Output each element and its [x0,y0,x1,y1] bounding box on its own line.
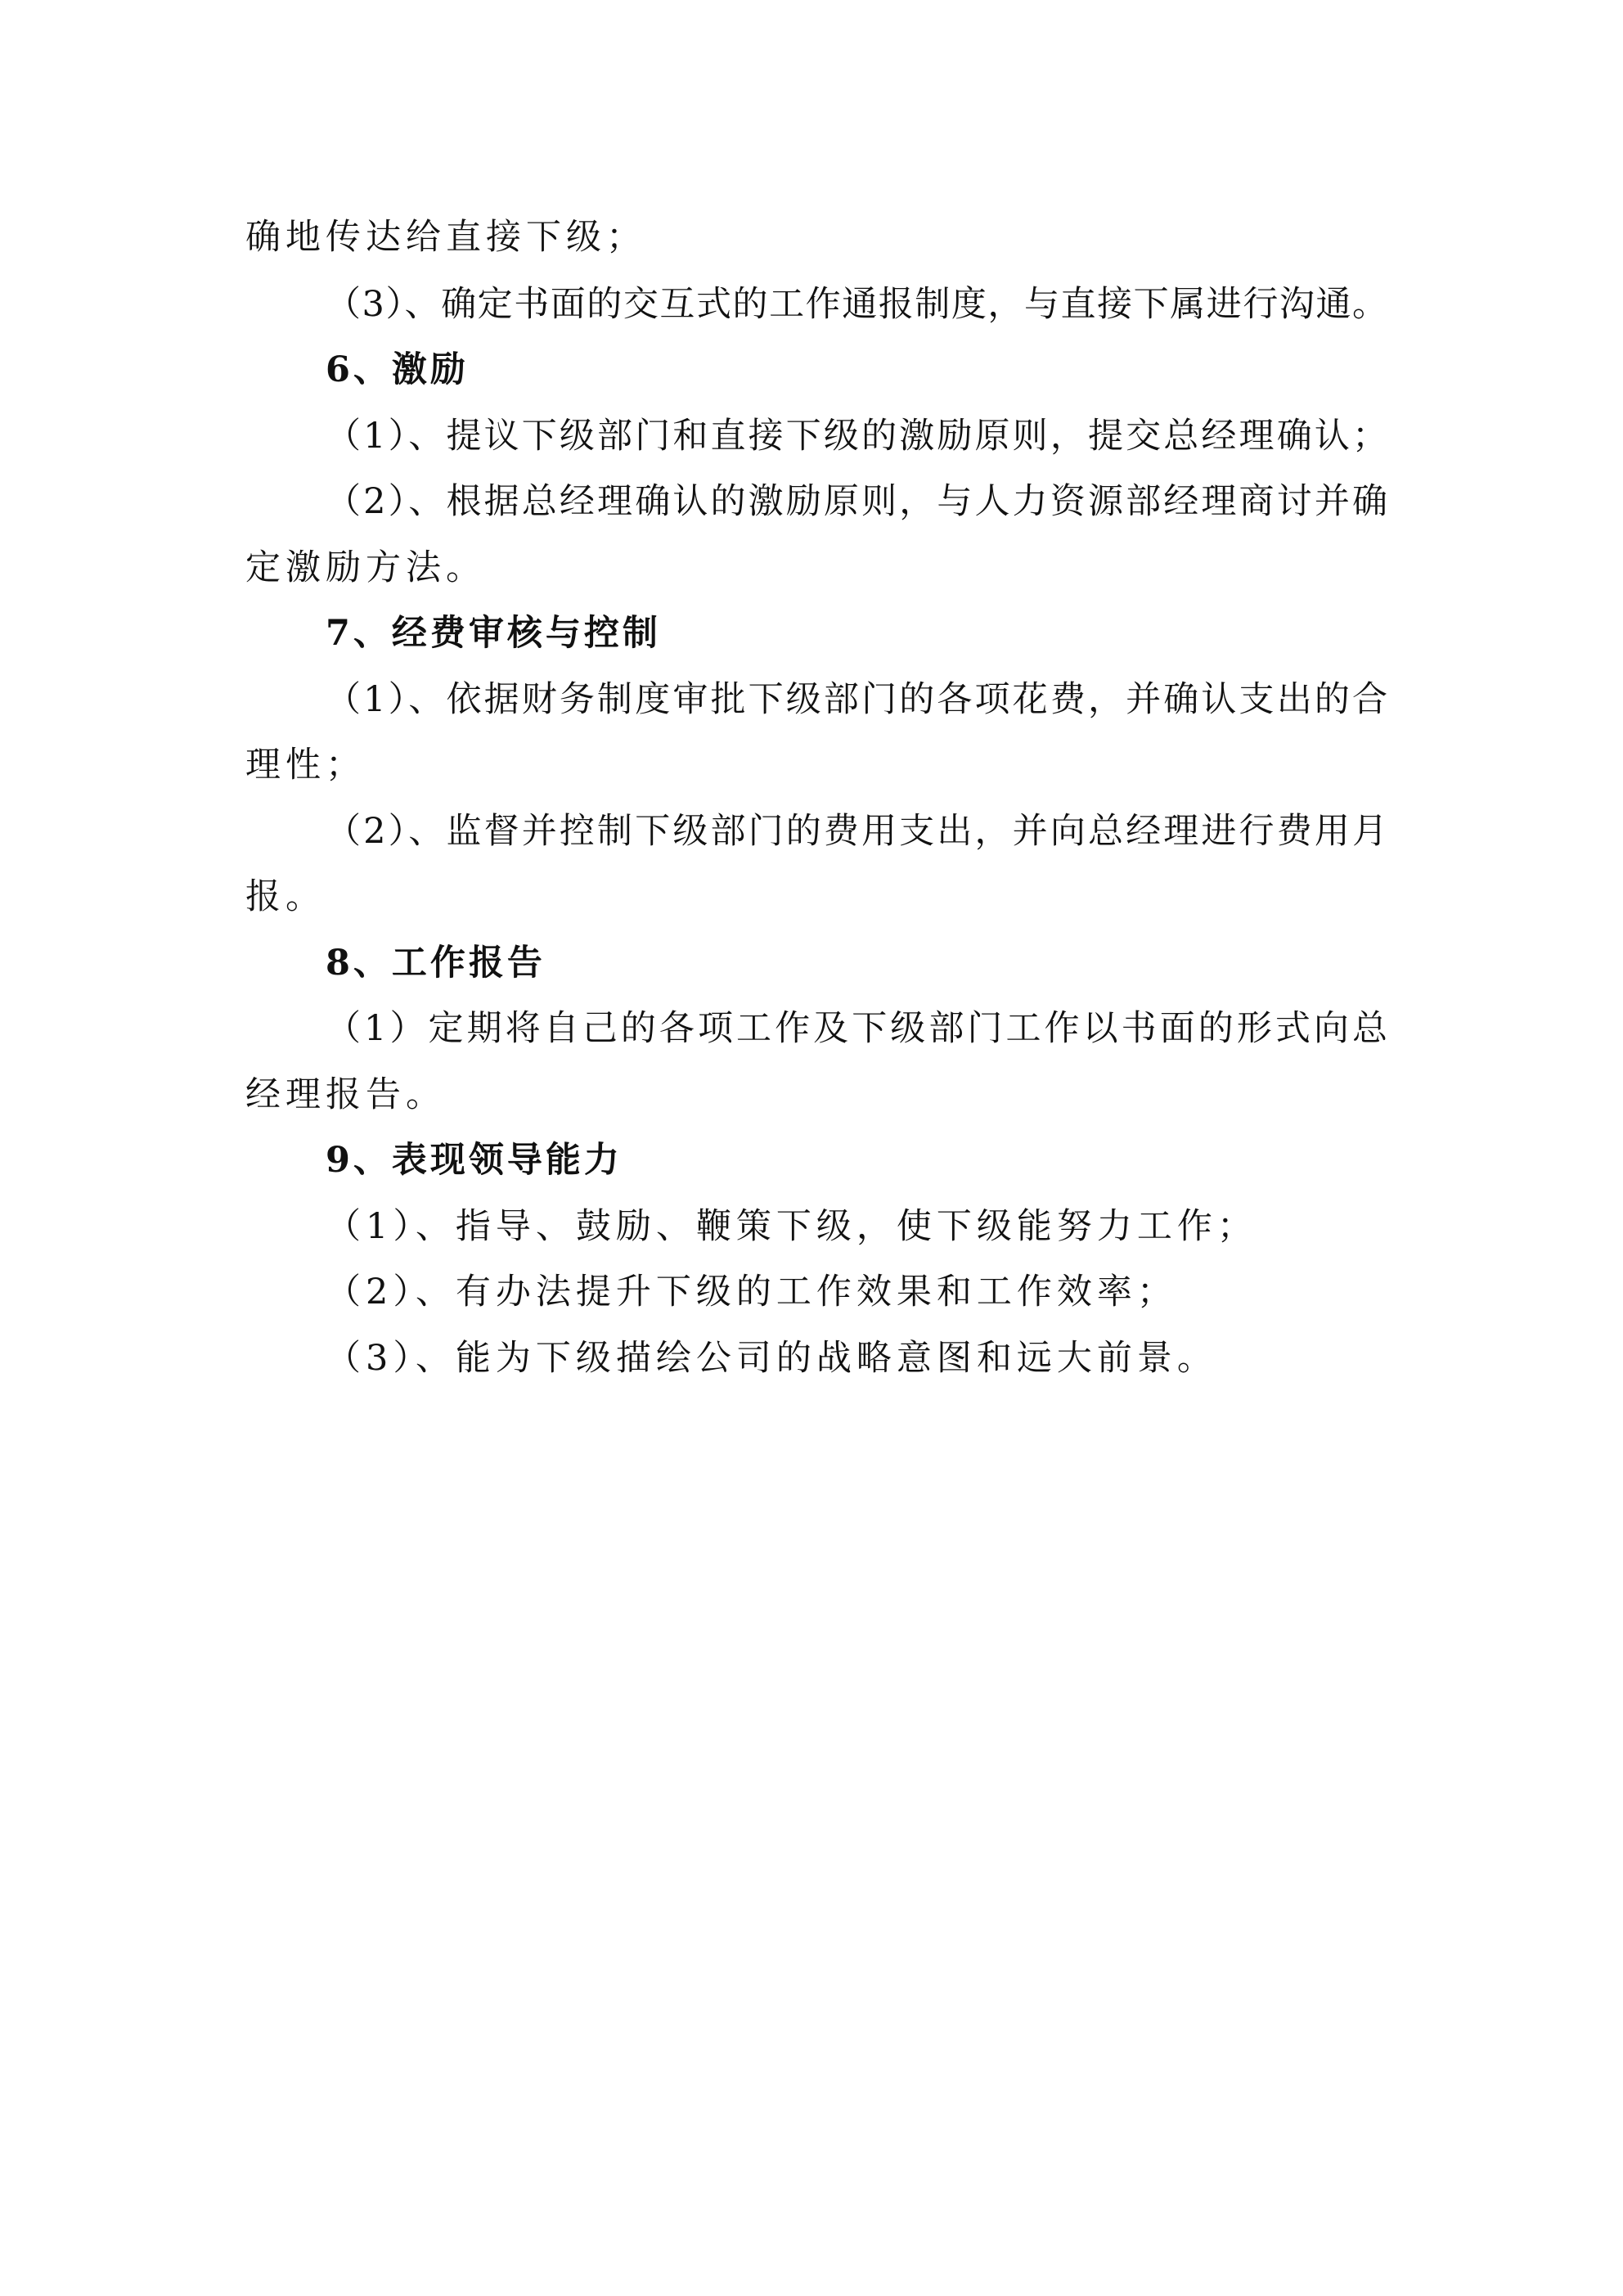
text-line: 经理报告。 [245,1074,446,1115]
text-line: （2）、有办法提升下级的工作效果和工作效率； [326,1272,1177,1312]
text-line: （1）、依据财务制度审批下级部门的各项花费，并确认支出的合 [326,679,1387,720]
text-line: 定激励方法。 [245,547,486,588]
text-line: （2）、根据总经理确认的激励原则，与人力资源部经理商讨并确 [326,481,1387,522]
section-heading: 7、经费审核与控制 [326,613,661,654]
text-line: 确地传达给直接下级； [245,217,646,258]
text-line: （1）、指导、鼓励、鞭策下级，使下级能努力工作； [326,1206,1257,1247]
section-heading: 6、激励 [326,349,469,390]
text-line: （3）、能为下级描绘公司的战略意图和远大前景。 [326,1338,1217,1379]
text-line: （1）、提议下级部门和直接下级的激励原则，提交总经理确认； [326,416,1387,457]
text-line: （3）、确定书面的交互式的工作通报制度，与直接下属进行沟通。 [326,284,1387,325]
section-heading: 9、表现领导能力 [326,1140,623,1181]
text-line: 报。 [245,876,326,917]
text-line: 理性； [245,745,366,786]
section-heading: 8、工作报告 [326,943,546,984]
text-line: （1）定期将自己的各项工作及下级部门工作以书面的形式向总 [326,1008,1387,1049]
text-line: （2）、监督并控制下级部门的费用支出，并向总经理进行费用月 [326,811,1387,852]
